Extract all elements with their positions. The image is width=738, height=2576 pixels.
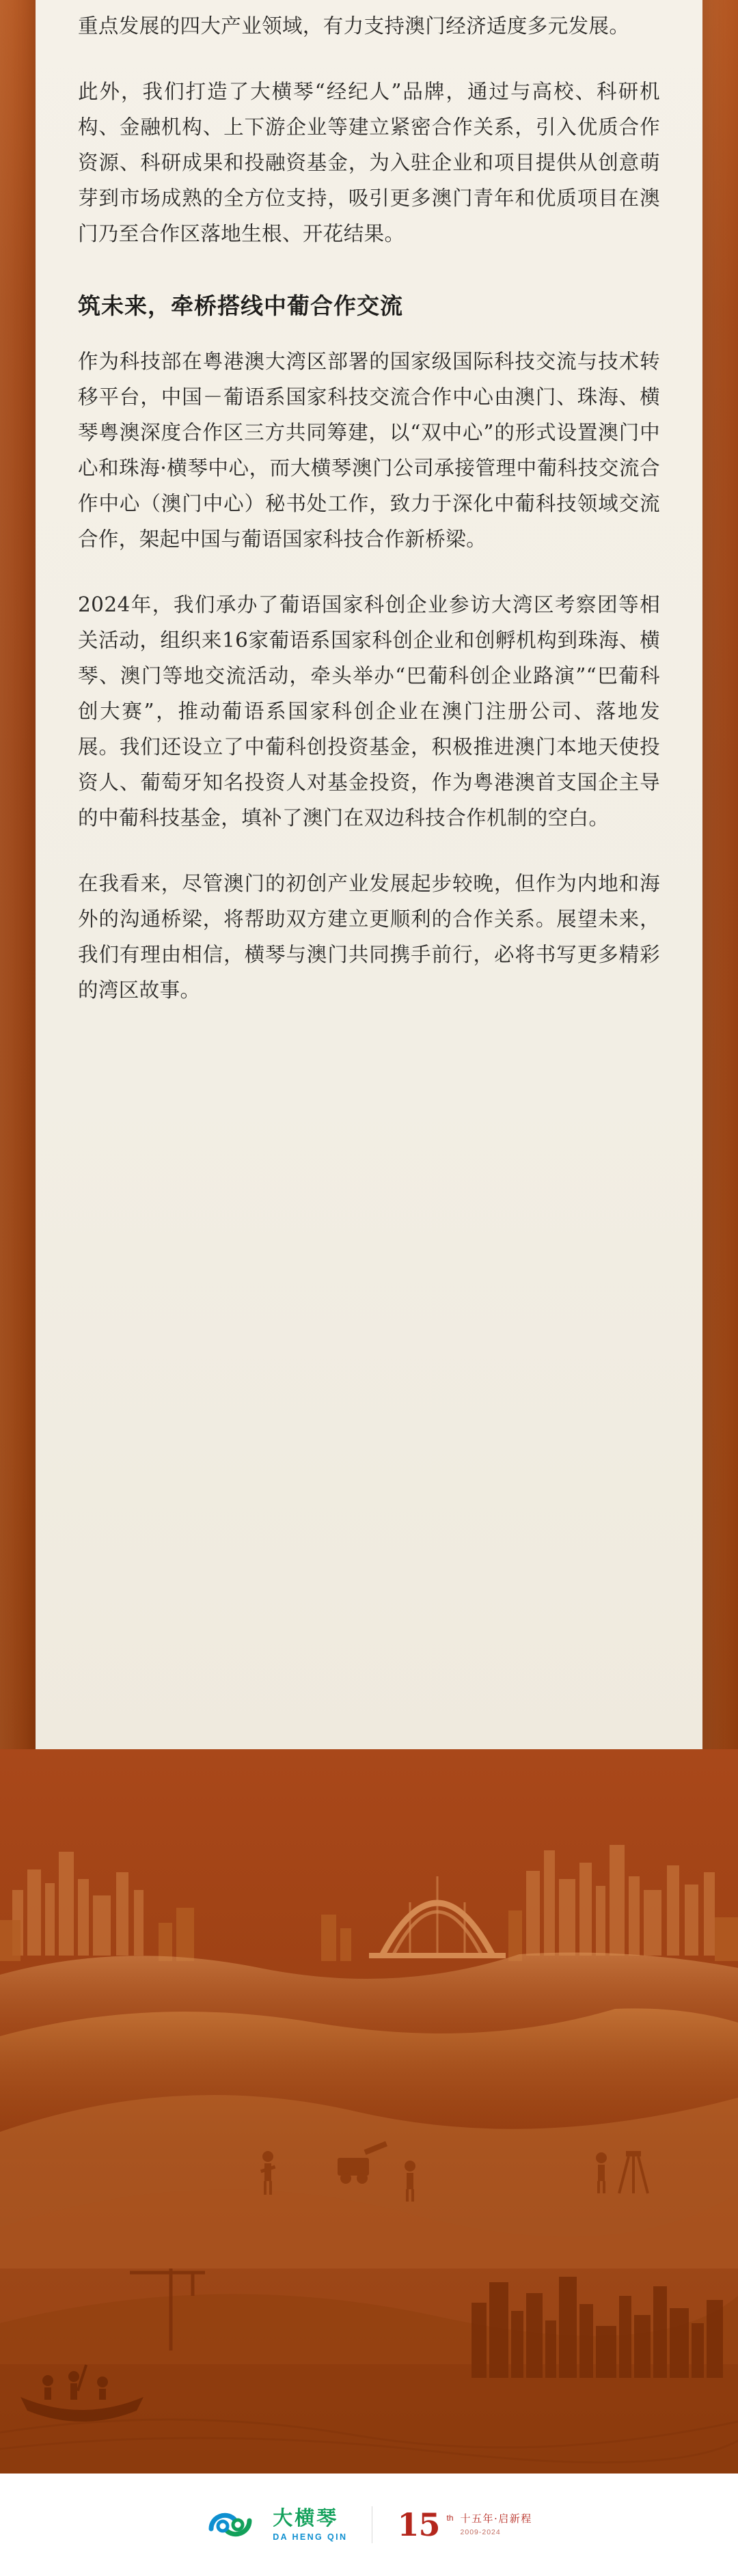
paragraph: 2024年，我们承办了葡语国家科创企业参访大湾区考察团等相关活动，组织来16家葡语系国家科创企业和创孵机构到珠海、横琴、澳门等地交流活动，牵头举办“巴葡科创企业路演”“巴葡科创大赛”，推动葡语系国家科创企业在澳门注册公司、落地发展。我们还设立了中葡科创投资基金，积极推进澳门本地天使投资人、葡萄牙知名投资人对基金投资，作为粤港澳首支国企主导的中葡科技基金，填补了澳门在双边科技合作机制的空白。 — [78, 593, 660, 830]
anniversary-suffix: th — [446, 2513, 454, 2523]
left-decorative-band — [0, 0, 36, 1790]
right-decorative-band — [702, 0, 738, 1790]
city-skyline-illustration — [0, 1749, 738, 2474]
logo-english-name: DA HENG QIN — [273, 2532, 348, 2542]
footer-content — [206, 2506, 532, 2544]
article-card — [36, 0, 702, 1777]
anniversary-number: 15 — [397, 2506, 440, 2543]
anniversary-slogan: 十五年·启新程 — [460, 2512, 532, 2525]
logo-chinese-name: 大横琴 — [273, 2506, 339, 2530]
section-title: 筑未来，牵桥搭线中葡合作交流 — [78, 292, 403, 319]
paragraph: 此外，我们打造了大横琴“经纪人”品牌，通过与高校、科研机构、金融机构、上下游企业等建立紧密合作关系，引入优质合作资源、科研成果和投融资基金，为入驻企业和项目提供从创意萌芽到市场成熟的全方位支持，吸引更多澳门青年和优质项目在澳门乃至合作区落地生根、开花结果。 — [78, 80, 660, 245]
footer-logo-bar — [0, 2474, 738, 2576]
da-heng-qin-logo-icon — [206, 2506, 255, 2544]
anniversary-text — [461, 2512, 532, 2537]
logo-wordmark — [273, 2508, 347, 2542]
article-body — [78, 8, 660, 1038]
paragraph: 作为科技部在粤港澳大湾区部署的国家级国际科技交流与技术转移平台，中国－葡语系国家科技交流合作中心由澳门、珠海、横琴粤澳深度合作区三方共同筹建，以“双中心”的形式设置澳门中心和珠海·横琴中心，而大横琴澳门公司承接管理中葡科技交流合作中心（澳门中心）秘书处工作，致力于深化中葡科技领域交流合作，架起中国与葡语国家科技合作新桥梁。 — [78, 350, 660, 551]
paragraph: 在我看来，尽管澳门的初创产业发展起步较晚，但作为内地和海外的沟通桥梁，将帮助双方建立更顺利的合作关系。展望未来，我们有理由相信，横琴与澳门共同携手前行，必将书写更多精彩的湾区故事。 — [78, 872, 660, 1002]
anniversary-years: 2009-2024 — [460, 2527, 501, 2536]
anniversary-badge — [397, 2506, 532, 2543]
paragraph: 重点发展的四大产业领域，有力支持澳门经济适度多元发展。 — [78, 14, 630, 38]
